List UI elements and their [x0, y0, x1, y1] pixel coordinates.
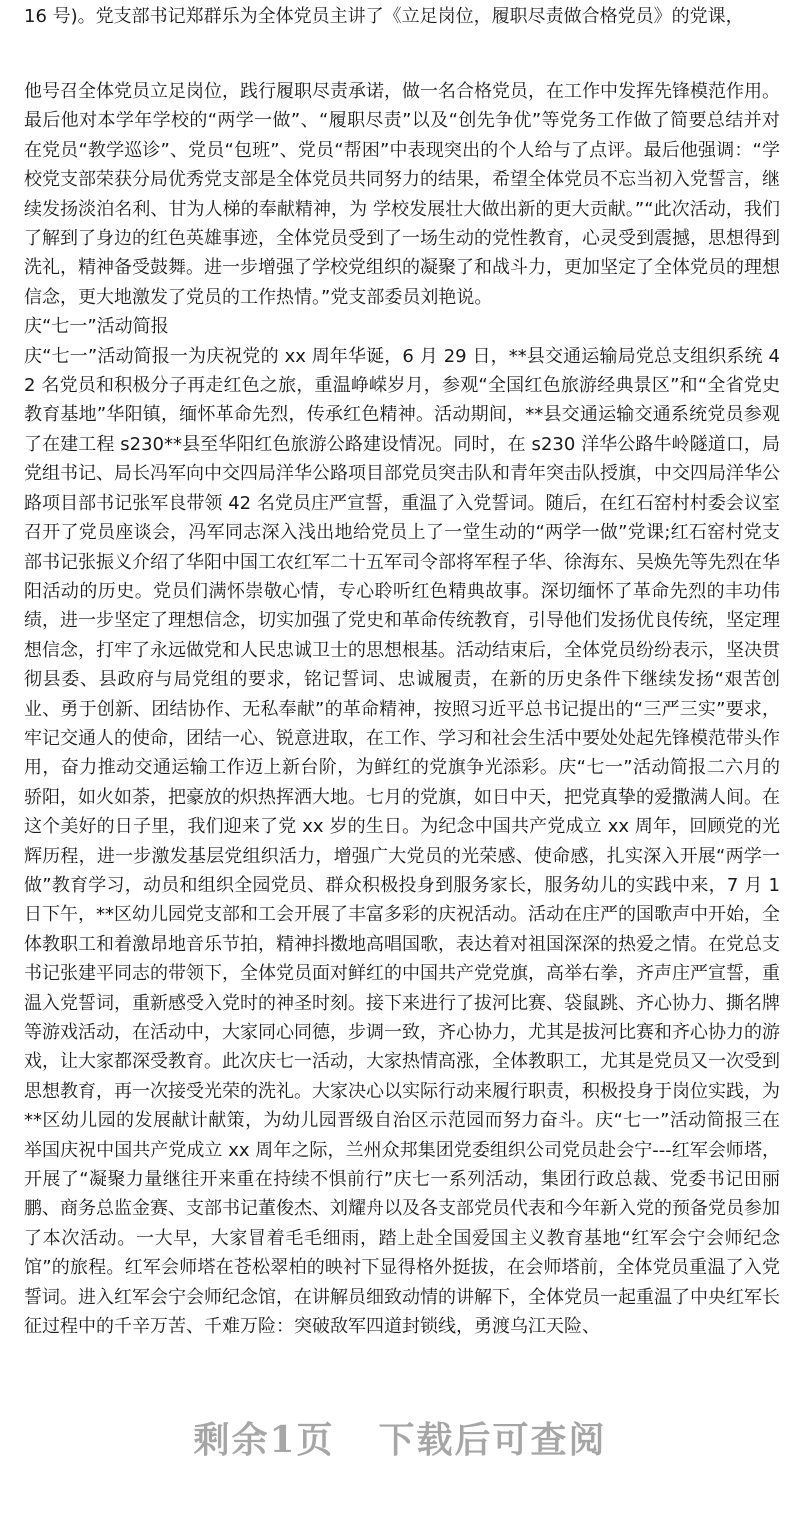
- paragraph-speech: 他号召全体党员立足岗位，践行履职尽责承诺，做一名合格党员，在工作中发挥先锋模范作用。最后他对本学年学校的“两学一做”、“履职尽责”以及“创先争优”等党务工作做了简要总结并对在党员“教学巡诊”、党员“包班”、党员“帮困”中表现突出的个人给与了点评。最后他强调：“学校党支部荣获分局优秀党支部是全体党员共同努力的结果，希望全体党员不忘当初入党誓言，继续发扬淡泊名利、甘为人梯的奉献精神，为 学校发展壮大做出新的更大贡献。”“此次活动，我们了解到了身边的红色英雄事迹，全体党员受到了一场生动的党性教育，心灵受到震撼，思想得到洗礼，精神备受鼓舞。进一步增强了学校党组织的凝聚了和战斗力，更加坚定了全体党员的理想信念，更大地激发了党员的工作热情。”党支部委员刘艳说。: [24, 81, 780, 308]
- download-to-view-text: 下载后可查阅: [378, 1419, 607, 1461]
- section-heading: 庆“七一”活动简报: [24, 316, 169, 338]
- remaining-pages-text: 剩余1页: [193, 1419, 335, 1461]
- document-top-line: 16 号)。党支部书记郑群乐为全体党员主讲了《立足岗位，履职尽责做合格党员》的党课，: [24, 6, 744, 27]
- download-banner[interactable]: [0, 1410, 800, 1470]
- document-body: [24, 77, 780, 1341]
- paragraph-briefings: 庆“七一”活动简报一为庆祝党的 xx 周年华诞，6 月 29 日，**县交通运输局党总支组织系统 42 名党员和积极分子再走红色之旅，重温峥嵘岁月，参观“全国红色旅游经典景区”和“全省党史教育基地”华阳镇，缅怀革命先烈，传承红色精神。活动期间，**县交通运输交通系统党员参观了在建工程 s230**县至华阳红色旅游公路建设情况。同时，在 s230 洋华公路牛岭隧道口，局党组书记、局长冯军向中交四局洋华公路项目部党员突击队和青年突击队授旗，中交四局洋华公路项目部书记张军良带领 42 名党员庄严宣誓，重温了入党誓词。随后，在红石窑村村委会议室召开了党员座谈会，冯军同志深入浅出地给党员上了一堂生动的“两学一做”党课;红石窑村党支部书记张振义介绍了华阳中国工农红军二十五军司令部将军程子华、徐海东、吴焕先等先烈在华阳活动的历史。党员们满怀崇敬心情，专心聆听红色精典故事。深切缅怀了革命先烈的丰功伟绩，进一步坚定了理想信念，切实加强了党史和革命传统教育，引导他们发扬优良传统，坚定理想信念，打牢了永远做党和人民忠诚卫士的思想根基。活动结束后，全体党员纷纷表示，坚决贯彻县委、县政府与局党组的要求，铭记誓词、忠诚履责，在新的历史条件下继续发扬“艰苦创业、勇于创新、团结协作、无私奉献”的革命精神，按照习近平总书记提出的“三严三实”要求，牢记交通人的使命，团结一心、锐意进取，在工作、学习和社会生活中要处处起先锋模范带头作用，奋力推动交通运输工作迈上新台阶，为鲜红的党旗争光添彩。庆“七一”活动简报二六月的骄阳，如火如荼，把豪放的炽热挥洒大地。七月的党旗，如日中天，把党真挚的爱撒满人间。在这个美好的日子里，我们迎来了党 xx 岁的生日。为纪念中国共产党成立 xx 周年，回顾党的光辉历程，进一步激发基层党组织活力，增强广大党员的光荣感、使命感，扎实深入开展“两学一做”教育学习，动员和组织全园党员、群众积极投身到服务家长，服务幼儿的实践中来，7 月 1 日下午，**区幼儿园党支部和工会开展了丰富多彩的庆祝活动。活动在庄严的国歌声中开始，全体教职工和着激昂地音乐节拍，精神抖擞地高唱国歌，表达着对祖国深深的热爱之情。在党总支书记张建平同志的带领下，全体党员面对鲜红的中国共产党党旗，高举右拳，齐声庄严宣誓，重温入党誓词，重新感受入党时的神圣时刻。接下来进行了拔河比赛、袋鼠跳、齐心协力、撕名牌等游戏活动，在活动中，大家同心同德，步调一致，齐心协力，尤其是拔河比赛和齐心协力的游戏，让大家都深受教育。此次庆七一活动，大家热情高涨，全体教职工，尤其是党员又一次受到思想教育，再一次接受光荣的洗礼。大家决心以实际行动来履行职责，积极投身于岗位实践，为**区幼儿园的发展献计献策，为幼儿园晋级自治区示范园而努力奋斗。庆“七一”活动简报三在举国庆祝中国共产党成立 xx 周年之际，兰州众邦集团党委组织公司党员赴会宁---红军会师塔，开展了“凝聚力量继往开来重在持续不惧前行”庆七一系列活动，集团行政总裁、党委书记田丽鹏、商务总监金赛、支部书记董俊杰、刘耀舟以及各支部党员代表和今年新入党的预备党员参加了本次活动。一大早，大家冒着毛毛细雨，踏上赴全国爱国主义教育基地“红军会宁会师纪念馆”的旅程。红军会师塔在苍松翠柏的映衬下显得格外挺拔，在会师塔前，全体党员重温了入党誓词。进入红军会宁会师纪念馆，在讲解员细致动情的讲解下，全体党员一起重温了中央红军长征过程中的千辛万苦、千难万险：突破敌军四道封锁线，勇渡乌江天险、: [24, 345, 780, 1338]
